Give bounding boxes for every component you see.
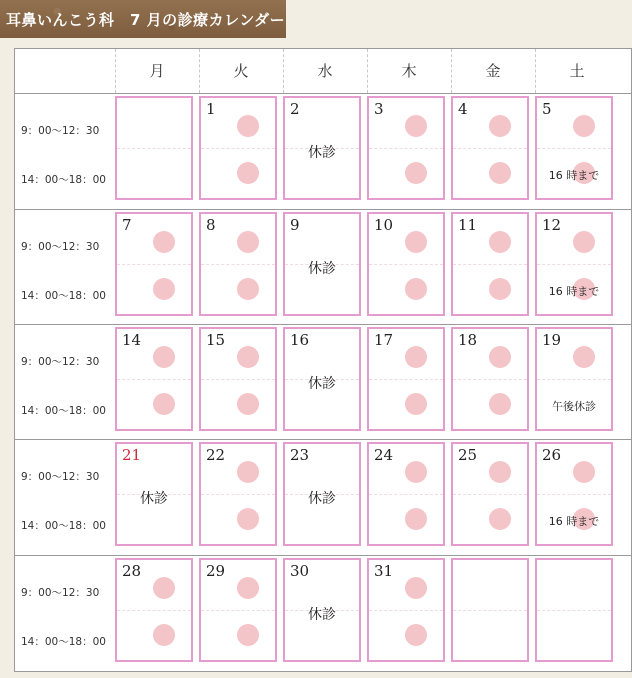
calendar-day-cell — [367, 212, 445, 316]
date-number: 10 — [374, 216, 394, 234]
open-morning-marker — [489, 231, 511, 253]
day-header: 土 — [569, 62, 585, 80]
morning-hours-label: 9：00〜12：30 — [21, 356, 100, 368]
calendar-day-cell — [199, 96, 277, 200]
open-afternoon-marker — [405, 624, 427, 646]
week-divider — [15, 209, 631, 210]
calendar-day-cell — [115, 212, 193, 316]
calendar-day-cell — [199, 212, 277, 316]
day-header: 金 — [485, 62, 501, 80]
calendar-day-cell — [115, 442, 193, 546]
open-afternoon-marker — [405, 278, 427, 300]
date-number: 19 — [542, 331, 562, 349]
date-number: 11 — [458, 216, 478, 234]
open-afternoon-marker — [237, 508, 259, 530]
hours-note: 16 時まで — [548, 515, 600, 528]
calendar-day-cell — [283, 442, 361, 546]
week-divider — [15, 555, 631, 556]
open-afternoon-marker — [153, 393, 175, 415]
date-number: 18 — [458, 331, 478, 349]
calendar-day-cell — [535, 558, 613, 662]
hours-note: 午後休診 — [552, 400, 596, 413]
closed-label: 休診 — [308, 376, 336, 392]
week-divider — [15, 93, 631, 94]
open-morning-marker — [153, 346, 175, 368]
date-number: 25 — [458, 446, 478, 464]
hours-note: 16 時まで — [548, 169, 600, 182]
date-number: 21 — [122, 446, 142, 464]
open-morning-marker — [237, 231, 259, 253]
open-afternoon-marker — [489, 393, 511, 415]
week-divider — [15, 439, 631, 440]
closed-label: 休診 — [308, 607, 336, 623]
date-number: 7 — [122, 216, 132, 234]
page-header — [0, 0, 286, 38]
calendar-day-cell — [451, 212, 529, 316]
date-number: 9 — [290, 216, 300, 234]
open-afternoon-marker — [153, 624, 175, 646]
date-number: 31 — [374, 562, 394, 580]
calendar-day-cell — [535, 327, 613, 431]
open-morning-marker — [237, 461, 259, 483]
date-number: 22 — [206, 446, 226, 464]
calendar-day-cell — [535, 96, 613, 200]
open-afternoon-marker — [237, 624, 259, 646]
open-afternoon-marker — [237, 393, 259, 415]
open-morning-marker — [489, 461, 511, 483]
day-header: 水 — [317, 62, 333, 80]
open-morning-marker — [573, 231, 595, 253]
open-afternoon-marker — [237, 278, 259, 300]
closed-label: 休診 — [308, 145, 336, 161]
date-number: 28 — [122, 562, 142, 580]
morning-hours-label: 9：00〜12：30 — [21, 125, 100, 137]
calendar-day-cell — [283, 96, 361, 200]
calendar-day-cell — [283, 212, 361, 316]
calendar-day-cell — [199, 327, 277, 431]
morning-hours-label: 9：00〜12：30 — [21, 471, 100, 483]
open-morning-marker — [405, 346, 427, 368]
calendar-day-cell — [199, 558, 277, 662]
calendar-day-cell — [115, 327, 193, 431]
open-morning-marker — [573, 346, 595, 368]
calendar-day-cell — [535, 442, 613, 546]
date-number: 4 — [458, 100, 468, 118]
hours-note: 16 時まで — [548, 285, 600, 298]
afternoon-hours-label: 14：00〜18：00 — [21, 174, 106, 186]
date-number: 30 — [290, 562, 310, 580]
open-afternoon-marker — [489, 508, 511, 530]
open-morning-marker — [573, 115, 595, 137]
date-number: 15 — [206, 331, 226, 349]
open-morning-marker — [573, 461, 595, 483]
calendar-day-cell — [451, 442, 529, 546]
morning-hours-label: 9：00〜12：30 — [21, 587, 100, 599]
open-morning-marker — [153, 231, 175, 253]
date-number: 26 — [542, 446, 562, 464]
calendar-day-cell — [451, 96, 529, 200]
open-afternoon-marker — [489, 162, 511, 184]
open-morning-marker — [237, 346, 259, 368]
open-morning-marker — [153, 577, 175, 599]
open-afternoon-marker — [405, 162, 427, 184]
calendar-day-cell — [451, 327, 529, 431]
date-number: 3 — [374, 100, 384, 118]
calendar-day-cell — [199, 442, 277, 546]
open-morning-marker — [405, 461, 427, 483]
open-afternoon-marker — [489, 278, 511, 300]
day-header: 月 — [149, 62, 165, 80]
closed-label: 休診 — [308, 491, 336, 507]
calendar-day-cell — [367, 558, 445, 662]
date-number: 23 — [290, 446, 310, 464]
calendar-day-cell — [283, 327, 361, 431]
page-title: 耳鼻いんこう科 7 月の診療カレンダー — [6, 11, 286, 29]
open-afternoon-marker — [153, 278, 175, 300]
calendar-day-cell — [115, 96, 193, 200]
afternoon-hours-label: 14：00〜18：00 — [21, 405, 106, 417]
closed-label: 休診 — [140, 491, 168, 507]
afternoon-hours-label: 14：00〜18：00 — [21, 520, 106, 532]
afternoon-hours-label: 14：00〜18：00 — [21, 636, 106, 648]
afternoon-hours-label: 14：00〜18：00 — [21, 290, 106, 302]
open-morning-marker — [489, 115, 511, 137]
open-morning-marker — [237, 577, 259, 599]
calendar-day-cell — [535, 212, 613, 316]
open-morning-marker — [489, 346, 511, 368]
calendar-day-cell — [283, 558, 361, 662]
date-number: 24 — [374, 446, 394, 464]
date-number: 12 — [542, 216, 562, 234]
open-afternoon-marker — [405, 508, 427, 530]
calendar-day-cell — [367, 442, 445, 546]
date-number: 8 — [206, 216, 216, 234]
morning-hours-label: 9：00〜12：30 — [21, 241, 100, 253]
date-number: 16 — [290, 331, 310, 349]
calendar-day-cell — [367, 327, 445, 431]
open-afternoon-marker — [237, 162, 259, 184]
date-number: 1 — [206, 100, 216, 118]
open-morning-marker — [405, 231, 427, 253]
date-number: 17 — [374, 331, 394, 349]
open-morning-marker — [405, 115, 427, 137]
date-number: 5 — [542, 100, 552, 118]
calendar-day-cell — [115, 558, 193, 662]
closed-label: 休診 — [308, 261, 336, 277]
day-header: 木 — [401, 62, 417, 80]
clinic-calendar — [14, 48, 632, 672]
date-number: 14 — [122, 331, 142, 349]
calendar-day-cell — [451, 558, 529, 662]
open-morning-marker — [237, 115, 259, 137]
date-number: 2 — [290, 100, 300, 118]
open-afternoon-marker — [405, 393, 427, 415]
day-header: 火 — [233, 62, 249, 80]
week-divider — [15, 324, 631, 325]
calendar-day-cell — [367, 96, 445, 200]
date-number: 29 — [206, 562, 226, 580]
open-morning-marker — [405, 577, 427, 599]
